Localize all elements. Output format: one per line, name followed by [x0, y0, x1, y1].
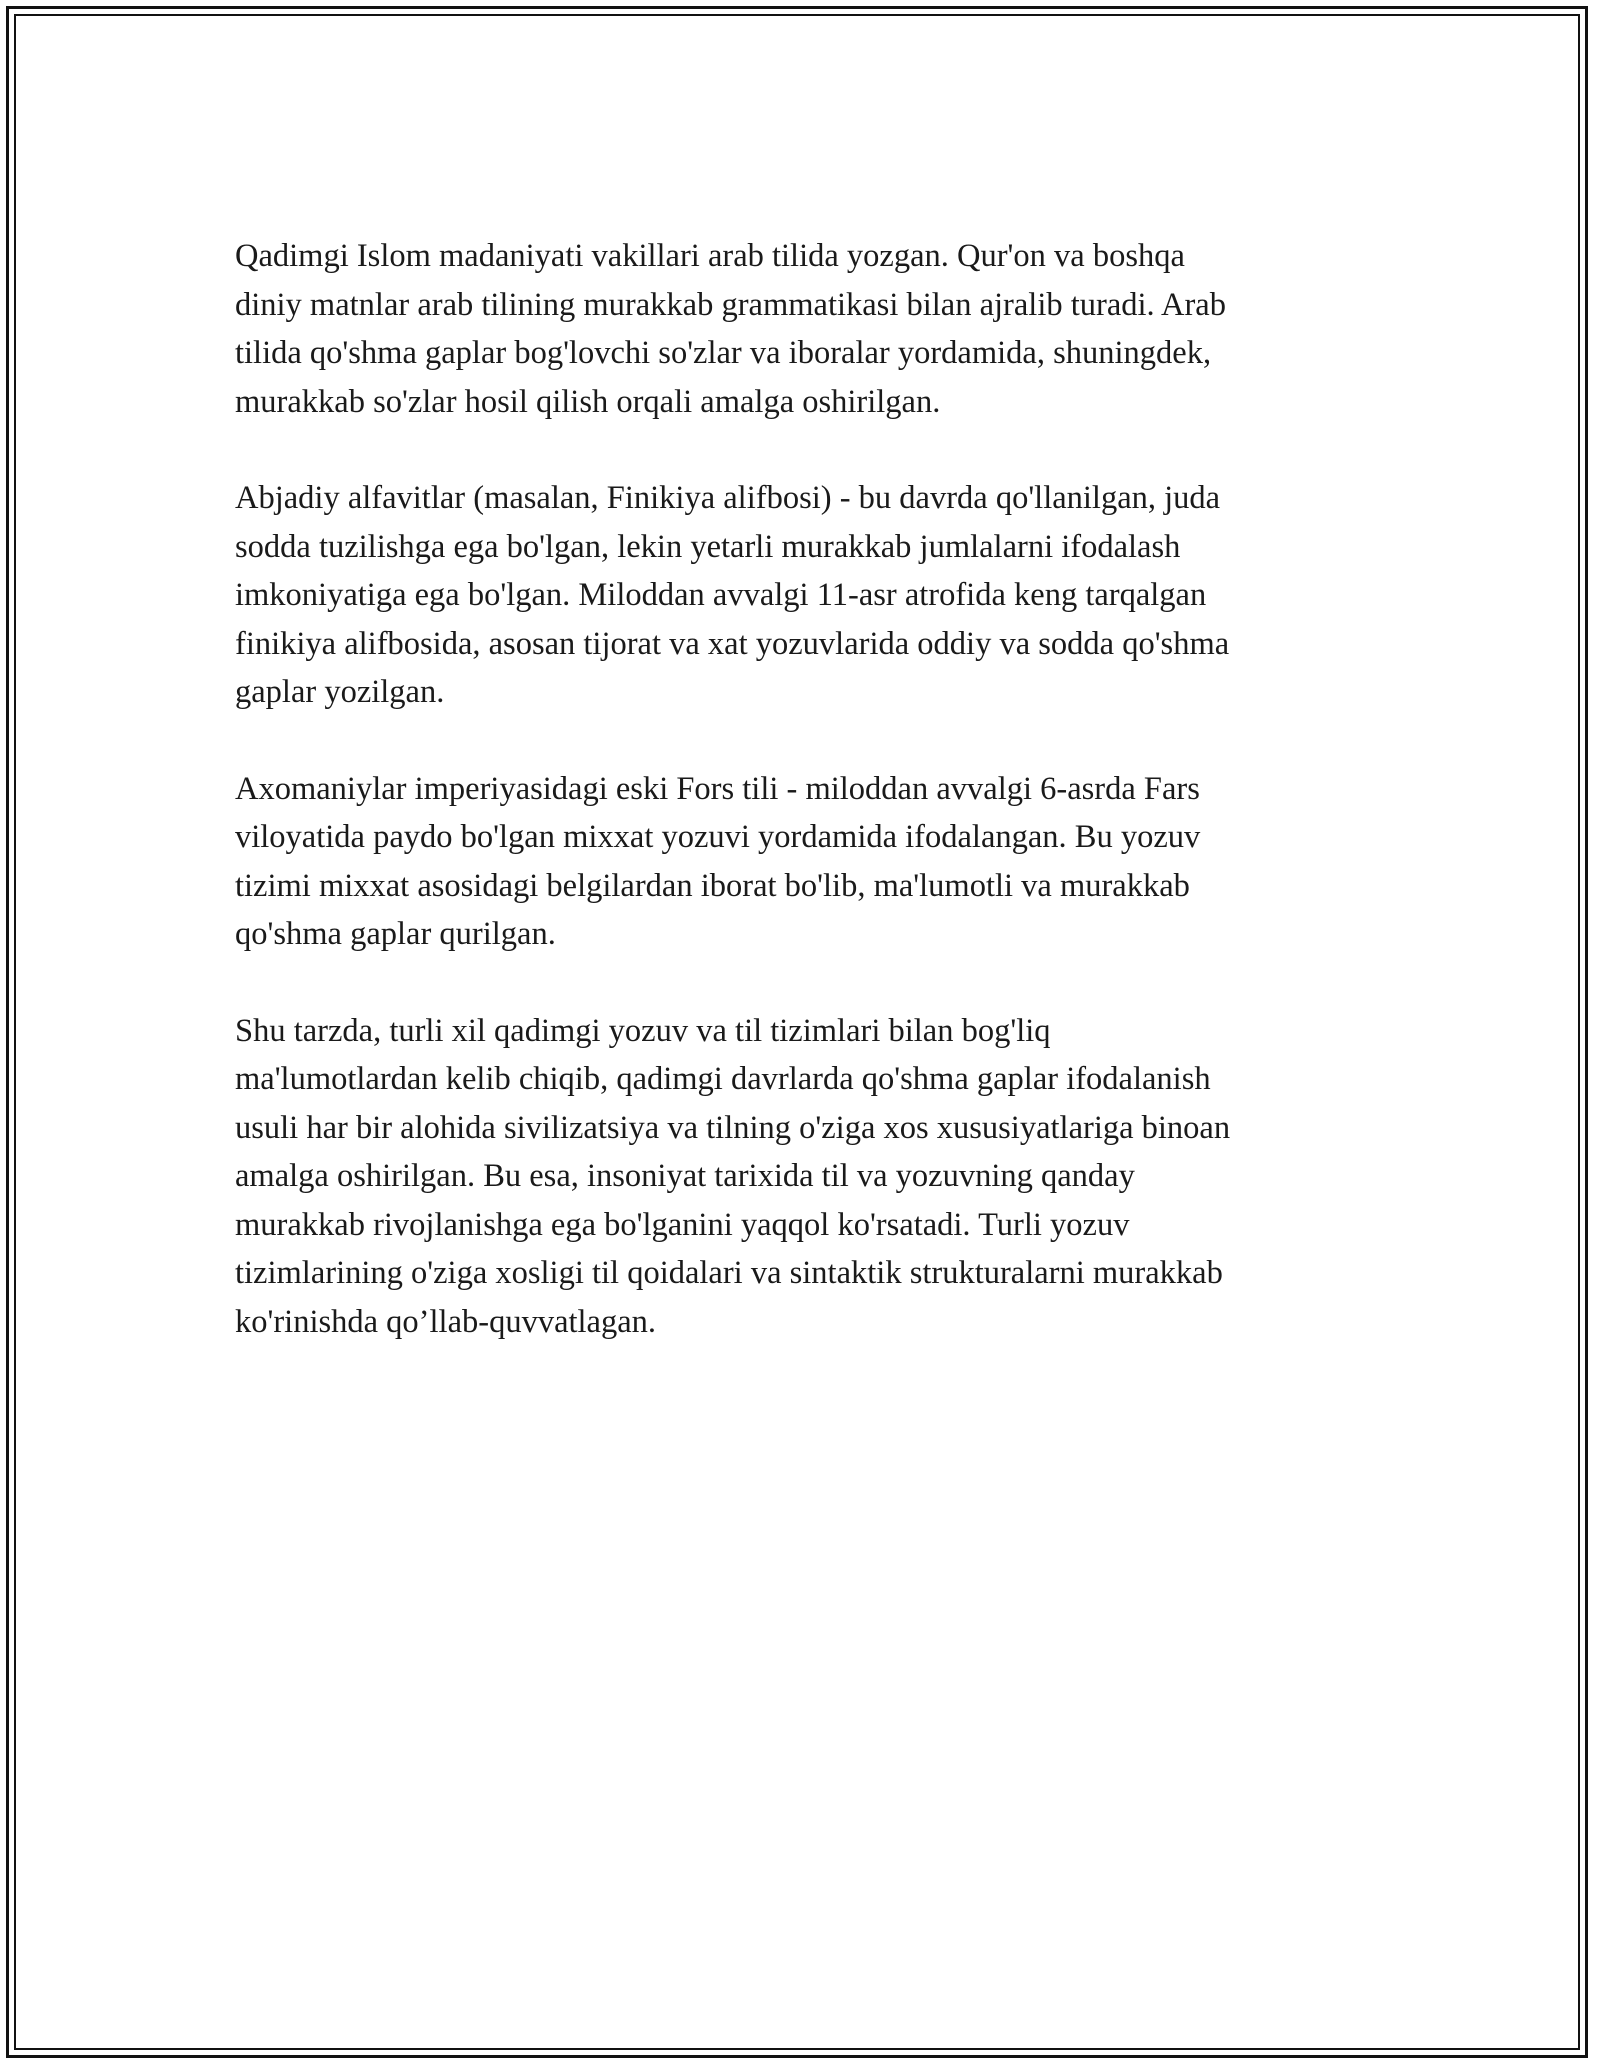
paragraph-3: Axomaniylar imperiyasidagi eski Fors tili - miloddan avvalgi 6-asrda Fars viloyatida paydo bo'lgan mixxat yozuvi yordamida ifodalangan. Bu yozuv tizimi mixxat asosidagi belgilardan iborat bo'lib, ma'lumotli va murakkab qo'shma gaplar qurilgan.	[235, 770, 1201, 952]
document-body	[235, 232, 1365, 1394]
paragraph-1: Qadimgi Islom madaniyati vakillari arab tilida yozgan. Qur'on va boshqa diniy matnlar arab tilining murakkab grammatikasi bilan ajralib turadi. Arab tilida qo'shma gaplar bog'lovchi so'zlar va iboralar yordamida, shuningdek, murakkab so'zlar hosil qilish orqali amalga oshirilgan.	[235, 238, 1226, 420]
paragraph-4: Shu tarzda, turli xil qadimgi yozuv va til tizimlari bilan bog'liq ma'lumotlardan kelib chiqib, qadimgi davrlarda qo'shma gaplar ifodalanish usuli har bir alohida sivilizatsiya va tilning o'ziga xos xususiyatlariga binoan amalga oshirilgan. Bu esa, insoniyat tarixida til va yozuvning qanday murakkab rivojlanishga ega bo'lganini yaqqol ko'rsatadi. Turli yozuv tizimlarining o'ziga xosligi til qoidalari va sintaktik strukturalarni murakkab ko'rinishda qo’llab-quvvatlagan.	[235, 1012, 1231, 1340]
paragraph-2: Abjadiy alfavitlar (masalan, Finikiya alifbosi) - bu davrda qo'llanilgan, juda sodda tuzilishga ega bo'lgan, lekin yetarli murakkab jumlalarni ifodalash imkoniyatiga ega bo'lgan. Miloddan avvalgi 11-asr atrofida keng tarqalgan finikiya alifbosida, asosan tijorat va xat yozuvlarida oddiy va sodda qo'shma gaplar yozilgan.	[235, 480, 1230, 710]
